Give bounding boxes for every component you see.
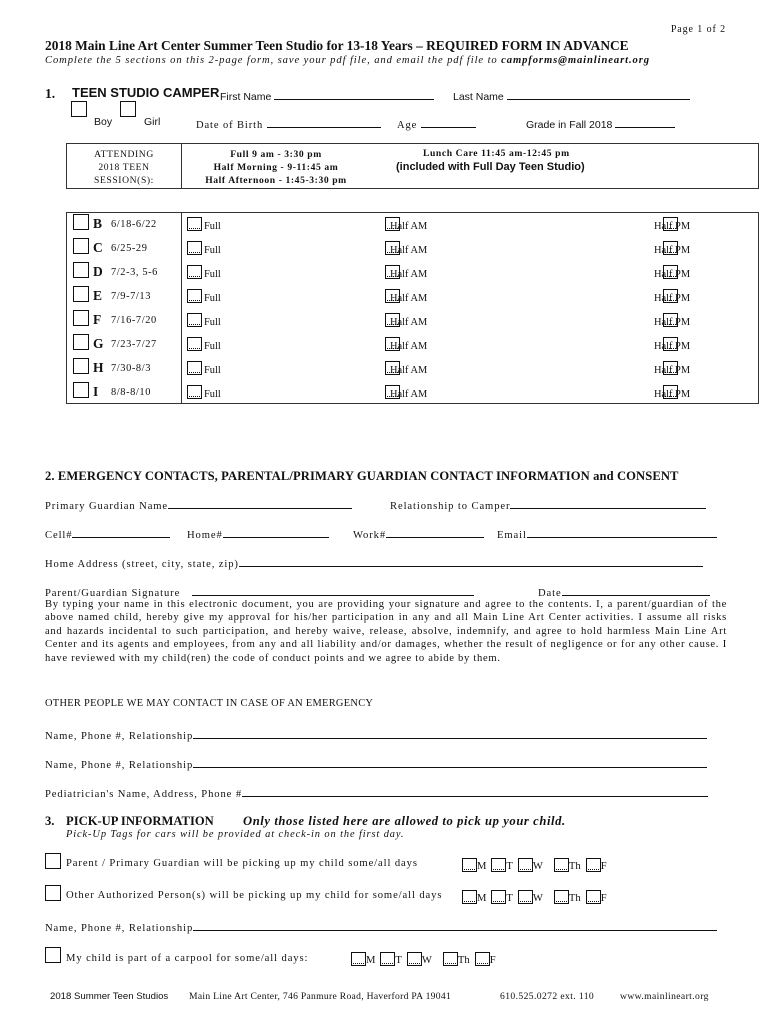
- day-checkbox[interactable]: [462, 890, 477, 904]
- half-morning-time: Half Morning - 9-11:45 am: [213, 162, 339, 173]
- session-dates: 7/9-7/13: [111, 291, 152, 302]
- grade-label: Grade in Fall 2018: [526, 119, 613, 131]
- primary-guardian-label: Primary Guardian Name: [45, 501, 169, 512]
- sessions-table: [66, 212, 759, 404]
- grade-field[interactable]: [526, 116, 675, 131]
- half-pm-label: Half PM: [654, 317, 691, 328]
- instructions-text: Complete the 5 sections on this 2-page form, save your pdf file, and email the pdf file to: [45, 55, 502, 66]
- other-day-t[interactable]: [491, 890, 512, 904]
- half-am-label: Half AM: [390, 365, 428, 376]
- half-pm-label: Half PM: [654, 269, 691, 280]
- email-field[interactable]: [497, 526, 717, 541]
- signature-label: Parent/Guardian Signature: [45, 588, 181, 599]
- carpool-day-f[interactable]: [475, 952, 496, 966]
- carpool-label: My child is part of a carpool for some/all days:: [66, 953, 309, 964]
- others-heading: OTHER PEOPLE WE MAY CONTACT IN CASE OF AN EMERGENCY: [45, 698, 374, 709]
- dob-line[interactable]: [267, 116, 381, 128]
- day-label: Th: [568, 861, 581, 872]
- first-name-label: First Name: [220, 91, 272, 103]
- day-checkbox[interactable]: [518, 858, 533, 872]
- session-letter: I: [93, 384, 99, 399]
- contact-2-field[interactable]: [45, 756, 707, 771]
- attending-line1: ATTENDING: [94, 149, 154, 160]
- day-label: F: [600, 861, 607, 872]
- day-checkbox[interactable]: [380, 952, 395, 966]
- session-row: [67, 213, 758, 237]
- cell-line[interactable]: [72, 526, 170, 538]
- footer-website: www.mainlineart.org: [620, 991, 709, 1002]
- last-name-label: Last Name: [453, 91, 504, 103]
- parent-day-f[interactable]: [586, 858, 607, 872]
- work-phone-label: Work#: [353, 530, 387, 541]
- signature-field[interactable]: [45, 584, 474, 599]
- work-phone-line[interactable]: [386, 526, 484, 538]
- page-title: 2018 Main Line Art Center Summer Teen Studio for 13-18 Years – REQUIRED FORM IN ADVANCE: [45, 38, 629, 53]
- work-phone-field[interactable]: [353, 526, 484, 541]
- session-letter: E: [93, 288, 103, 303]
- last-name-field[interactable]: [453, 88, 690, 103]
- contact-1-field[interactable]: [45, 727, 707, 742]
- attending-label: [67, 148, 181, 187]
- full-day-checkbox[interactable]: [187, 337, 202, 351]
- boy-checkbox[interactable]: [71, 101, 87, 117]
- half-pm-label: Half PM: [654, 341, 691, 352]
- cell-label: Cell#: [45, 530, 73, 541]
- footer-phone: 610.525.0272 ext. 110: [500, 991, 595, 1002]
- other-day-m[interactable]: [462, 890, 486, 904]
- full-day-checkbox[interactable]: [187, 241, 202, 255]
- section1-heading: TEEN STUDIO CAMPER: [72, 85, 220, 100]
- session-dates: 6/25-29: [111, 243, 148, 254]
- session-row: [67, 261, 758, 285]
- full-day-label: Full: [204, 245, 221, 256]
- day-label: T: [395, 955, 402, 966]
- full-day-checkbox[interactable]: [187, 217, 202, 231]
- relationship-field[interactable]: [390, 497, 706, 512]
- carpool-day-th[interactable]: [443, 952, 470, 966]
- session-letter: H: [93, 360, 104, 375]
- age-line[interactable]: [421, 116, 476, 128]
- primary-guardian-field[interactable]: [45, 497, 352, 512]
- day-checkbox[interactable]: [475, 952, 490, 966]
- session-checkbox[interactable]: [73, 382, 89, 398]
- half-pm-label: Half PM: [654, 389, 691, 400]
- contact-2-label: Name, Phone #, Relationship: [45, 760, 194, 771]
- day-label: Th: [568, 893, 581, 904]
- full-day-checkbox[interactable]: [187, 385, 202, 399]
- day-checkbox[interactable]: [554, 890, 569, 904]
- session-letter: F: [93, 312, 102, 327]
- name-phone-label: Name, Phone #, Relationship: [45, 923, 194, 934]
- day-label: M: [477, 893, 487, 904]
- half-pm-label: Half PM: [654, 221, 691, 232]
- day-checkbox[interactable]: [586, 890, 601, 904]
- day-label: M: [366, 955, 376, 966]
- section3-number: 3.: [45, 814, 55, 828]
- day-label: M: [477, 861, 487, 872]
- session-dates: 7/2-3, 5-6: [111, 267, 158, 278]
- session-checkbox[interactable]: [73, 286, 89, 302]
- day-label: F: [600, 893, 607, 904]
- pediatrician-field[interactable]: [45, 785, 708, 800]
- age-field[interactable]: [397, 116, 476, 131]
- address-line[interactable]: [239, 555, 703, 567]
- pediatrician-label: Pediatrician's Name, Address, Phone #: [45, 789, 243, 800]
- half-pm-label: Half PM: [654, 293, 691, 304]
- section3-heading: PICK-UP INFORMATION: [66, 814, 214, 828]
- instructions-email: campforms@mainlineart.org: [501, 55, 650, 66]
- session-checkbox[interactable]: [73, 214, 89, 230]
- footer-address: Main Line Art Center, 746 Panmure Road, Haverford PA 19041: [189, 991, 452, 1002]
- date-line[interactable]: [562, 584, 710, 596]
- day-checkbox[interactable]: [586, 858, 601, 872]
- attending-box: [66, 143, 759, 189]
- name-phone-line[interactable]: [193, 919, 717, 931]
- full-day-checkbox[interactable]: [187, 265, 202, 279]
- half-am-label: Half AM: [390, 269, 428, 280]
- full-day-label: Full: [204, 389, 221, 400]
- relationship-label: Relationship to Camper: [390, 501, 511, 512]
- session-dates: 7/23-7/27: [111, 339, 157, 350]
- day-label: W: [532, 893, 543, 904]
- day-label: T: [506, 893, 513, 904]
- parent-day-t[interactable]: [491, 858, 512, 872]
- attending-line2: 2018 TEEN: [98, 162, 150, 173]
- full-day-checkbox[interactable]: [187, 361, 202, 375]
- session-letter: B: [93, 216, 103, 231]
- footer-left: 2018 Summer Teen Studios: [50, 991, 169, 1002]
- day-checkbox[interactable]: [462, 858, 477, 872]
- session-letter: G: [93, 336, 104, 351]
- session-times: [181, 148, 371, 187]
- dob-field[interactable]: [196, 116, 381, 131]
- email-label: Email: [497, 530, 527, 541]
- other-day-th[interactable]: [554, 890, 581, 904]
- day-label: W: [532, 861, 543, 872]
- section2-heading: 2. EMERGENCY CONTACTS, PARENTAL/PRIMARY GUARDIAN CONTACT INFORMATION and CONSENT: [45, 469, 679, 483]
- day-label: Th: [457, 955, 470, 966]
- parent-pickup-checkbox[interactable]: [45, 853, 61, 869]
- carpool-days: [351, 947, 501, 966]
- parent-day-th[interactable]: [554, 858, 581, 872]
- session-letter: D: [93, 264, 103, 279]
- day-label: W: [421, 955, 432, 966]
- session-dates: 6/18-6/22: [111, 219, 157, 230]
- relationship-line[interactable]: [510, 497, 706, 509]
- address-field[interactable]: [45, 555, 703, 570]
- grade-line[interactable]: [615, 116, 675, 128]
- contact-1-label: Name, Phone #, Relationship: [45, 731, 194, 742]
- full-day-label: Full: [204, 293, 221, 304]
- day-checkbox[interactable]: [407, 952, 422, 966]
- full-day-label: Full: [204, 221, 221, 232]
- first-name-field[interactable]: [220, 88, 434, 103]
- full-day-checkbox[interactable]: [187, 313, 202, 327]
- address-label: Home Address (street, city, state, zip): [45, 559, 239, 570]
- date-field[interactable]: [538, 584, 710, 599]
- age-label: Age: [397, 120, 418, 131]
- parent-pickup-label: Parent / Primary Guardian will be picking up my child some/all days: [66, 858, 418, 869]
- day-checkbox[interactable]: [554, 858, 569, 872]
- contact-2-line[interactable]: [193, 756, 707, 768]
- session-checkbox[interactable]: [73, 310, 89, 326]
- session-dates: 7/16-7/20: [111, 315, 157, 326]
- full-day-checkbox[interactable]: [187, 289, 202, 303]
- other-pickup-days: [462, 885, 612, 904]
- half-am-label: Half AM: [390, 221, 428, 232]
- session-row: [67, 285, 758, 309]
- day-checkbox[interactable]: [518, 890, 533, 904]
- home-phone-line[interactable]: [223, 526, 329, 538]
- session-checkbox[interactable]: [73, 358, 89, 374]
- primary-guardian-line[interactable]: [168, 497, 352, 509]
- signature-line[interactable]: [192, 584, 474, 596]
- session-row: [67, 381, 758, 405]
- day-checkbox[interactable]: [351, 952, 366, 966]
- other-pickup-checkbox[interactable]: [45, 885, 61, 901]
- session-checkbox[interactable]: [73, 334, 89, 350]
- instructions: [45, 55, 650, 66]
- other-day-w[interactable]: [518, 890, 543, 904]
- session-letter: C: [93, 240, 103, 255]
- carpool-day-m[interactable]: [351, 952, 375, 966]
- half-am-label: Half AM: [390, 293, 428, 304]
- home-phone-field[interactable]: [187, 526, 329, 541]
- parent-day-m[interactable]: [462, 858, 486, 872]
- day-label: F: [489, 955, 496, 966]
- carpool-day-w[interactable]: [407, 952, 432, 966]
- other-day-f[interactable]: [586, 890, 607, 904]
- girl-checkbox[interactable]: [120, 101, 136, 117]
- lunch-care: Lunch Care 11:45 am-12:45 pm: [423, 148, 570, 159]
- half-pm-label: Half PM: [654, 365, 691, 376]
- full-day-time: Full 9 am - 3:30 pm: [230, 149, 322, 160]
- day-checkbox[interactable]: [491, 890, 506, 904]
- session-row: [67, 357, 758, 381]
- carpool-checkbox[interactable]: [45, 947, 61, 963]
- half-am-label: Half AM: [390, 245, 428, 256]
- full-day-label: Full: [204, 317, 221, 328]
- session-checkbox[interactable]: [73, 262, 89, 278]
- other-pickup-label: Other Authorized Person(s) will be picking up my child for some/all days: [66, 890, 443, 901]
- boy-label: Boy: [94, 116, 113, 128]
- session-row: [67, 333, 758, 357]
- half-am-label: Half AM: [390, 341, 428, 352]
- half-afternoon-time: Half Afternoon - 1:45-3:30 pm: [205, 175, 347, 186]
- pickup-note: Only those listed here are allowed to pick up your child.: [243, 814, 566, 828]
- attending-line3: SESSION(S):: [94, 175, 154, 186]
- first-name-line[interactable]: [274, 88, 434, 100]
- carpool-day-t[interactable]: [380, 952, 401, 966]
- day-label: T: [506, 861, 513, 872]
- page-number: Page 1 of 2: [670, 24, 726, 35]
- pediatrician-line[interactable]: [242, 785, 708, 797]
- contact-1-line[interactable]: [193, 727, 707, 739]
- half-am-label: Half AM: [390, 317, 428, 328]
- consent-text: By typing your name in this electronic document, you are providing your signature and agree to the contents. I, a parent/guardian of the above named child, hereby give my approval for his/her participation in any and all Main Line Art Center activities. I assume all risks and hazards incidental to such participation, and hereby waive, release, absolve, indemnify, and agree to hold harmless Main Line Art Center and its agents and employees, from any and all liability and/or damages, whether the result of negligence or for any other cause. I have reviewed with my child(ren) the code of conduct points and we agree to abide by them.: [45, 599, 727, 664]
- session-row: [67, 309, 758, 333]
- pickup-subnote: Pick-Up Tags for cars will be provided at check-in on the first day.: [66, 829, 405, 840]
- section1-number: 1.: [45, 86, 56, 101]
- home-phone-label: Home#: [187, 530, 223, 541]
- lunch-note: (included with Full Day Teen Studio): [396, 161, 585, 173]
- full-day-label: Full: [204, 365, 221, 376]
- half-pm-label: Half PM: [654, 245, 691, 256]
- email-line[interactable]: [527, 526, 717, 538]
- date-label: Date: [538, 588, 562, 599]
- full-day-label: Full: [204, 269, 221, 280]
- full-day-label: Full: [204, 341, 221, 352]
- girl-label: Girl: [144, 116, 161, 128]
- session-checkbox[interactable]: [73, 238, 89, 254]
- parent-day-w[interactable]: [518, 858, 543, 872]
- session-dates: 7/30-8/3: [111, 363, 152, 374]
- session-row: [67, 237, 758, 261]
- last-name-line[interactable]: [507, 88, 690, 100]
- parent-pickup-days: [462, 853, 612, 872]
- day-checkbox[interactable]: [443, 952, 458, 966]
- day-checkbox[interactable]: [491, 858, 506, 872]
- cell-field[interactable]: [45, 526, 170, 541]
- session-dates: 8/8-8/10: [111, 387, 152, 398]
- half-am-label: Half AM: [390, 389, 428, 400]
- name-phone-field[interactable]: [45, 919, 717, 934]
- dob-label: Date of Birth: [196, 120, 264, 131]
